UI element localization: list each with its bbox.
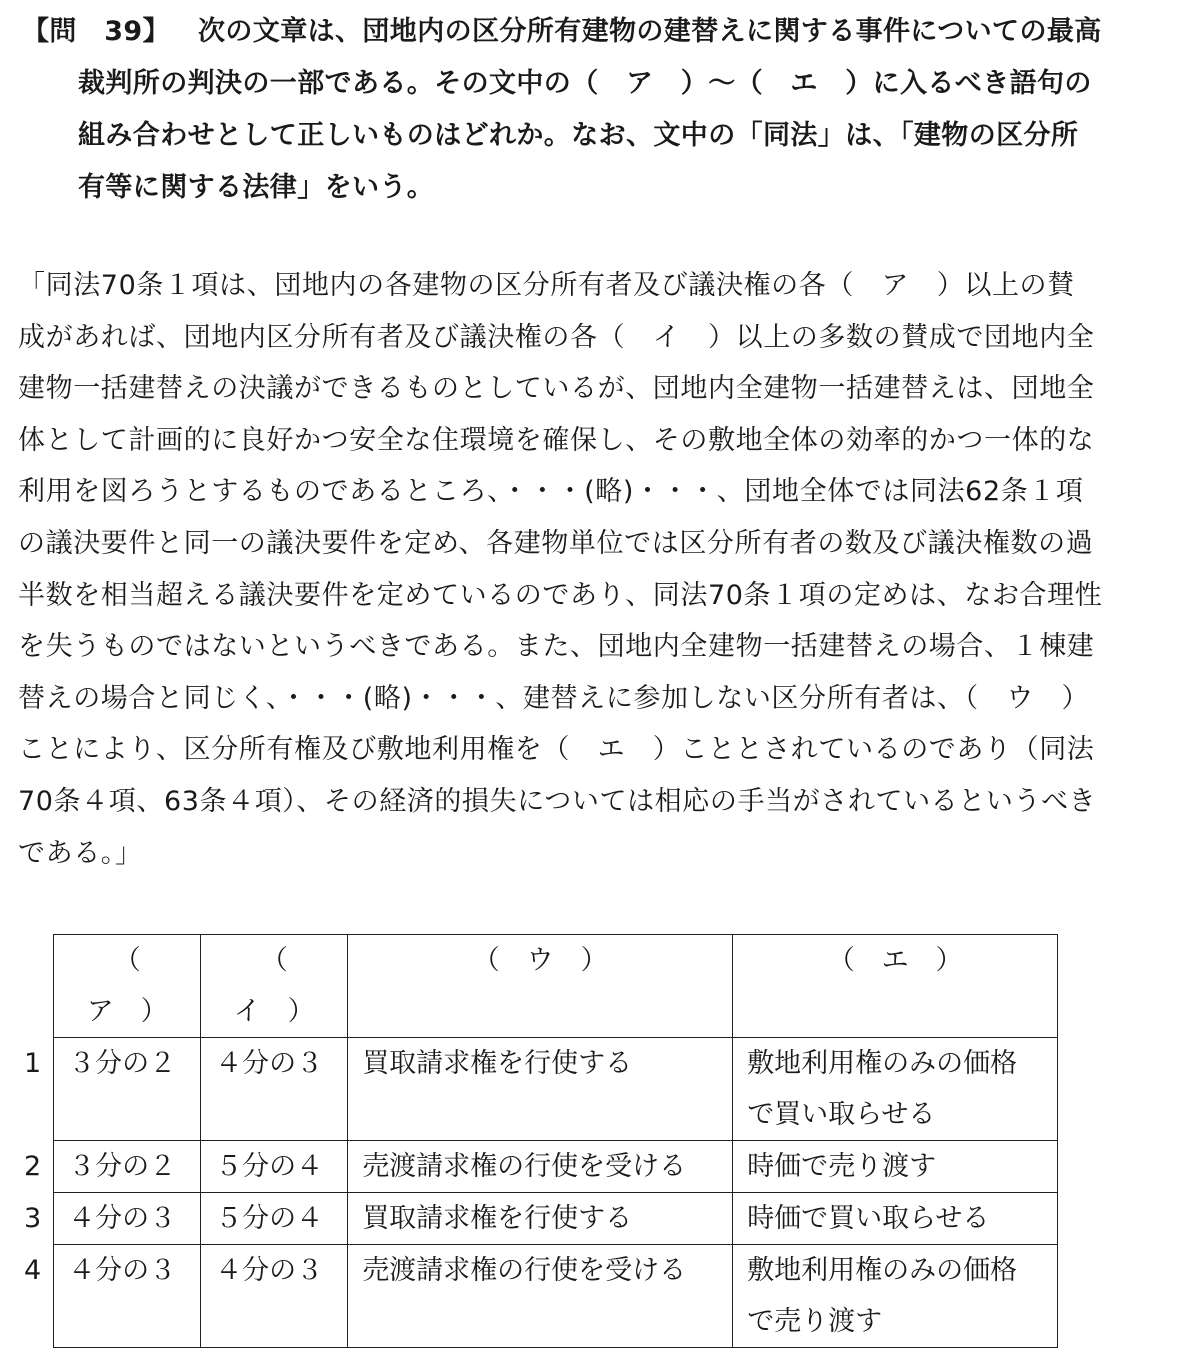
cell-e-line: 時価で売り渡す	[747, 1151, 937, 1182]
cell-u: 売渡請求権の行使を受ける	[348, 1245, 733, 1348]
cell-a: ４分の３	[54, 1245, 201, 1348]
passage-line: 体として計画的に良好かつ安全な住環境を確保し、その敷地全体の効率的かつ一体的な	[18, 424, 1095, 456]
choice-number: 1	[24, 1047, 42, 1079]
cell-u: 売渡請求権の行使を受ける	[348, 1141, 733, 1193]
cell-e	[733, 1193, 1058, 1245]
cell-e-line: で買い取らせる	[747, 1099, 936, 1130]
question-line: 裁判所の判決の一部である。その文中の（ ア ）～（ エ ）に入るべき語句の	[78, 68, 1092, 99]
question-line: 有等に関する法律」をいう。	[78, 172, 435, 203]
choice-number: 2	[24, 1150, 42, 1182]
question-number: 【問 39】	[22, 16, 170, 47]
cell-e-line: で売り渡す	[747, 1306, 883, 1337]
passage-line: 半数を相当超える議決要件を定めているのであり、同法70条１項の定めは、なお合理性	[18, 579, 1103, 611]
cell-e-line: 敷地利用権のみの価格	[747, 1255, 1018, 1286]
header-i: （ イ ）	[201, 935, 348, 1038]
answer-choices-table	[22, 934, 1058, 1348]
passage-line: 成があれば、団地内区分所有者及び議決権の各（ イ ）以上の多数の賛成で団地内全	[18, 321, 1095, 353]
cell-a: ３分の２	[54, 1038, 201, 1141]
question-line	[22, 6, 1172, 58]
court-passage	[18, 260, 1170, 879]
passage-line: ことにより、区分所有権及び敷地利用権を（ エ ）こととされているのであり（同法	[18, 734, 1095, 766]
table-row	[22, 1245, 1058, 1348]
question-text: 次の文章は、団地内の区分所有建物の建替えに関する事件についての最高	[198, 16, 1102, 47]
passage-line: 利用を図ろうとするものであるところ、・・・(略)・・・、団地全体では同法62条１項	[18, 476, 1084, 508]
passage-line: 「同法70条１項は、団地内の各建物の区分所有者及び議決権の各（ ア ）以上の賛	[18, 270, 1075, 301]
cell-i: ５分の４	[201, 1193, 348, 1245]
table-header-row	[22, 935, 1058, 1038]
cell-e	[733, 1141, 1058, 1193]
cell-e-line: 敷地利用権のみの価格	[747, 1048, 1018, 1079]
cell-e	[733, 1038, 1058, 1141]
table-row	[22, 1141, 1058, 1193]
choice-number: 3	[24, 1202, 42, 1234]
choice-number-header	[22, 935, 54, 1038]
cell-e	[733, 1245, 1058, 1348]
question-line: 組み合わせとして正しいものはどれか。なお、文中の「同法」は、「建物の区分所	[78, 120, 1079, 151]
passage-line: 替えの場合と同じく、・・・(略)・・・、建替えに参加しない区分所有者は、（ ウ ）	[18, 682, 1090, 714]
choice-number: 4	[24, 1254, 42, 1286]
cell-e-line: 時価で買い取らせる	[747, 1203, 990, 1234]
cell-u: 買取請求権を行使する	[348, 1038, 733, 1141]
header-a: （ ア ）	[54, 935, 201, 1038]
cell-a: ３分の２	[54, 1141, 201, 1193]
passage-line: を失うものではないというべきである。また、団地内全建物一括建替えの場合、１棟建	[18, 631, 1095, 663]
passage-line: 70条４項、63条４項）、その経済的損失については相応の手当がされているというべき	[18, 785, 1097, 817]
cell-u: 買取請求権を行使する	[348, 1193, 733, 1245]
table-row	[22, 1193, 1058, 1245]
header-u: （ ウ ）	[348, 935, 733, 1038]
passage-line: の議決要件と同一の議決要件を定め、各建物単位では区分所有者の数及び議決権数の過	[18, 527, 1094, 559]
table-row	[22, 1038, 1058, 1141]
question-header	[22, 6, 1172, 214]
cell-i: ４分の３	[201, 1038, 348, 1141]
cell-i: ５分の４	[201, 1141, 348, 1193]
header-e: （ エ ）	[733, 935, 1058, 1038]
passage-line: 建物一括建替えの決議ができるものとしているが、団地内全建物一括建替えは、団地全	[18, 373, 1095, 405]
passage-line: である。」	[18, 837, 143, 869]
cell-a: ４分の３	[54, 1193, 201, 1245]
cell-i: ４分の３	[201, 1245, 348, 1348]
